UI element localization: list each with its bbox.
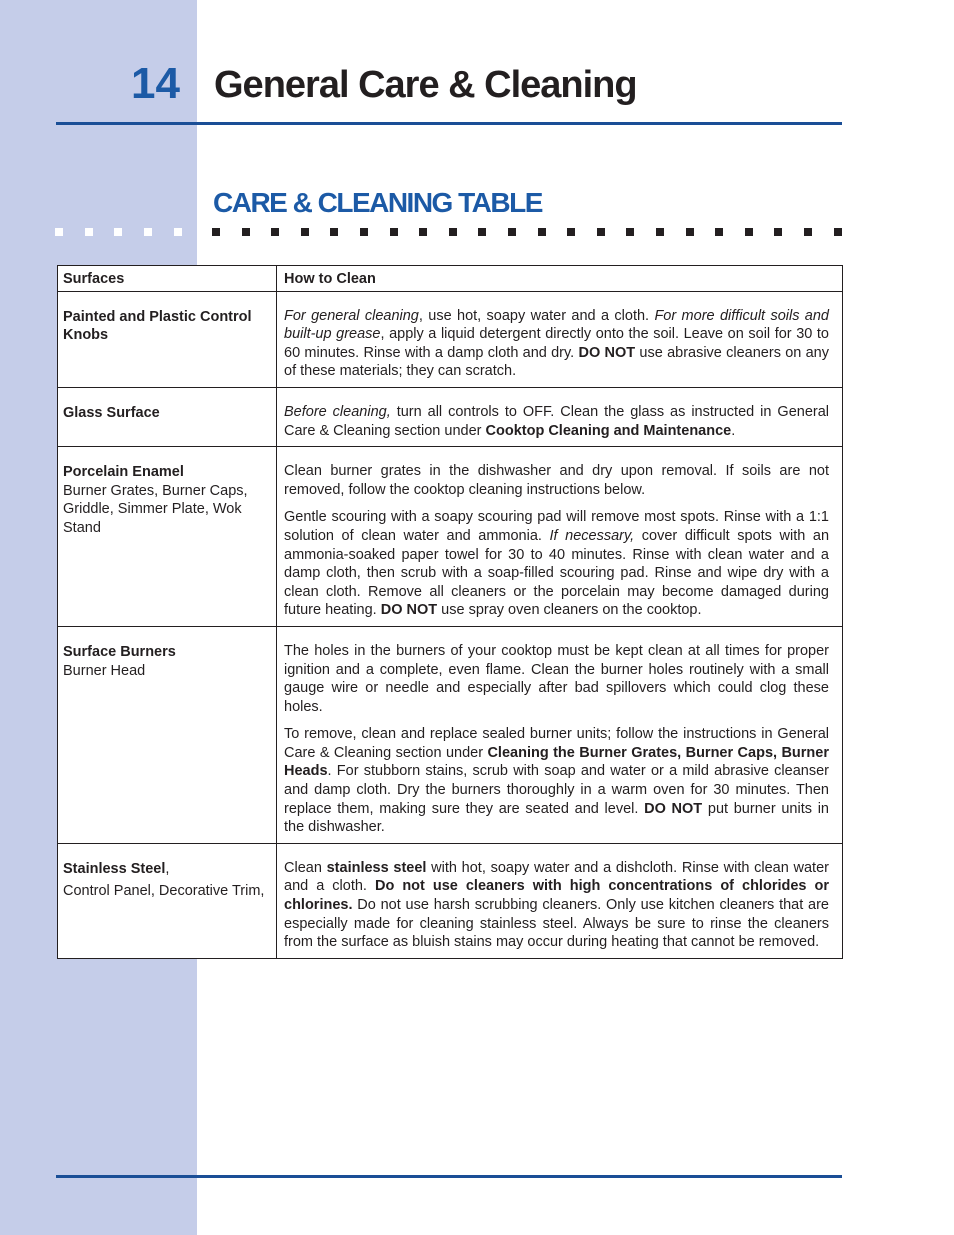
instruction-paragraph <box>284 642 829 716</box>
instruction-text: . For stubborn stains, scrub with soap and water or a mild abrasive cleanser and damp cloth. Dry the burners thoroughly in a warm oven for 30 minutes. Then replace them, making sure they are seated and level. <box>284 763 829 817</box>
surface-cell <box>58 291 277 387</box>
table-row <box>58 291 843 387</box>
divider-square <box>301 228 309 236</box>
divider-square <box>508 228 516 236</box>
instruction-text: stainless steel <box>326 859 427 876</box>
instruction-text: Before cleaning, <box>284 403 391 420</box>
instruction-text: DO NOT <box>380 602 438 619</box>
divider-square <box>834 228 842 236</box>
instruction-text: , use hot, soapy water and a cloth. <box>418 307 655 324</box>
divider-square <box>745 228 753 236</box>
table-row <box>58 843 843 958</box>
surface-cell <box>58 626 277 843</box>
instruction-paragraph <box>284 462 829 499</box>
divider-square <box>144 228 152 236</box>
divider-square <box>114 228 122 236</box>
table-row <box>58 387 843 446</box>
surface-subitems: Burner Head <box>63 662 146 679</box>
divider-square <box>804 228 812 236</box>
surface-title-suffix: , <box>165 860 170 877</box>
instruction-text: with hot, soapy water and a dishcloth. Rinse with clean water and a cloth. <box>284 859 829 895</box>
how-to-clean-cell <box>277 843 843 958</box>
divider-square <box>85 228 93 236</box>
instruction-text: Do not use harsh scrubbing cleaners. Only use kitchen cleaners that are especially made for cleaning stainless steel. Always be sure to rinse the cleaners from the surface as bluish stains may occur during heating that cannot be removed. <box>284 897 829 951</box>
divider-square <box>449 228 457 236</box>
instruction-text: DO NOT <box>644 800 703 817</box>
divider-square <box>478 228 486 236</box>
table-header-row <box>58 266 843 292</box>
header-how-to-clean: How to Clean <box>277 266 843 292</box>
surface-cell <box>58 447 277 627</box>
divider-square <box>330 228 338 236</box>
divider-square <box>626 228 634 236</box>
instruction-text: Do not use cleaners with high concentrations of chlorides or chlorines. <box>284 878 829 914</box>
instruction-text: . <box>731 422 736 439</box>
surface-cell <box>58 387 277 446</box>
instruction-text: The holes in the burners of your cooktop must be kept clean at all times for proper ignition and a complete, even flame. Clean the burner holes routinely with a small gauge wire or needle and especially after bad spillovers which could clog these holes. <box>284 642 829 715</box>
divider-square <box>242 228 250 236</box>
how-to-clean-cell <box>277 291 843 387</box>
surface-subitems: Burner Grates, Burner Caps, Griddle, Simmer Plate, Wok Stand <box>63 482 248 536</box>
table-row <box>58 447 843 627</box>
care-cleaning-table <box>57 265 843 959</box>
divider-square <box>55 228 63 236</box>
instruction-paragraph <box>284 725 829 837</box>
instruction-text: cover difficult spots with an ammonia-soaked paper towel for 30 to 40 minutes. Rinse with clean water and a damp cloth, then scrub with a soap-filled scouring pad. Rinse and wipe dry with a clean cloth. Remove all cleaners or the porcelain may become damaged during future heating. <box>284 527 830 619</box>
footer-rule <box>56 1175 842 1178</box>
divider-square <box>686 228 694 236</box>
instruction-text: Cleaning the Burner Grates, Burner Caps, Burner Heads <box>284 744 829 780</box>
divider-square <box>212 228 220 236</box>
divider-square <box>360 228 368 236</box>
surface-title: Painted and Plastic Control Knobs <box>63 308 252 344</box>
instruction-text: put burner units in the dishwasher. <box>284 800 829 836</box>
section-title: CARE & CLEANING TABLE <box>213 187 542 218</box>
instruction-paragraph <box>284 859 829 952</box>
instruction-text: To remove, clean and replace sealed burner units; follow the instructions in General Care & Cleaning section under <box>284 726 829 761</box>
how-to-clean-cell <box>277 387 843 446</box>
divider-square <box>656 228 664 236</box>
surface-title: Glass Surface <box>63 404 160 421</box>
page-number: 14 <box>131 59 180 108</box>
divider-square <box>390 228 398 236</box>
surface-title: Stainless Steel <box>63 860 166 877</box>
header-surfaces: Surfaces <box>58 266 277 292</box>
instruction-paragraph <box>284 403 829 440</box>
surface-cell <box>58 843 277 958</box>
divider-square <box>597 228 605 236</box>
header-rule <box>56 122 842 125</box>
instruction-text: For general cleaning <box>284 307 419 324</box>
instruction-text: For more difficult soils and built-up grease <box>284 307 830 343</box>
table-row <box>58 626 843 843</box>
instruction-text: If necessary, <box>549 527 635 544</box>
instruction-text: Clean <box>284 859 327 876</box>
instruction-text: use spray oven cleaners on the cooktop. <box>437 602 702 619</box>
divider-square <box>271 228 279 236</box>
instruction-text: , apply a liquid detergent directly onto the soil. Leave on soil for 30 to 60 minutes. Rinse with a damp cloth and dry. <box>284 326 829 361</box>
instruction-text: DO NOT <box>578 344 636 361</box>
instruction-text: Gentle scouring with a soapy scouring pad will remove most spots. Rinse with a 1:1 solution of clean water and ammonia. <box>284 509 829 544</box>
surface-title: Surface Burners <box>63 643 176 660</box>
surface-subitems: Control Panel, Decorative Trim, <box>63 883 265 900</box>
instruction-text: Cooktop Cleaning and Maintenance <box>485 422 732 439</box>
page-title: General Care & Cleaning <box>214 64 637 106</box>
instruction-paragraph <box>284 307 829 381</box>
divider-square <box>538 228 546 236</box>
instruction-paragraph <box>284 508 829 620</box>
instruction-text: Clean burner grates in the dishwasher and dry upon removal. If soils are not removed, follow the cooktop cleaning instructions below. <box>284 463 829 498</box>
how-to-clean-cell <box>277 447 843 627</box>
divider-square <box>419 228 427 236</box>
instruction-text: turn all controls to OFF. Clean the glass as instructed in General Care & Cleaning section under <box>284 403 829 439</box>
instruction-text: use abrasive cleaners on any of these materials; they can scratch. <box>284 344 830 380</box>
divider-square <box>174 228 182 236</box>
divider-square <box>774 228 782 236</box>
surface-title: Porcelain Enamel <box>63 464 184 481</box>
how-to-clean-cell <box>277 626 843 843</box>
divider-square <box>715 228 723 236</box>
divider-square <box>567 228 575 236</box>
dotted-divider <box>0 228 954 236</box>
